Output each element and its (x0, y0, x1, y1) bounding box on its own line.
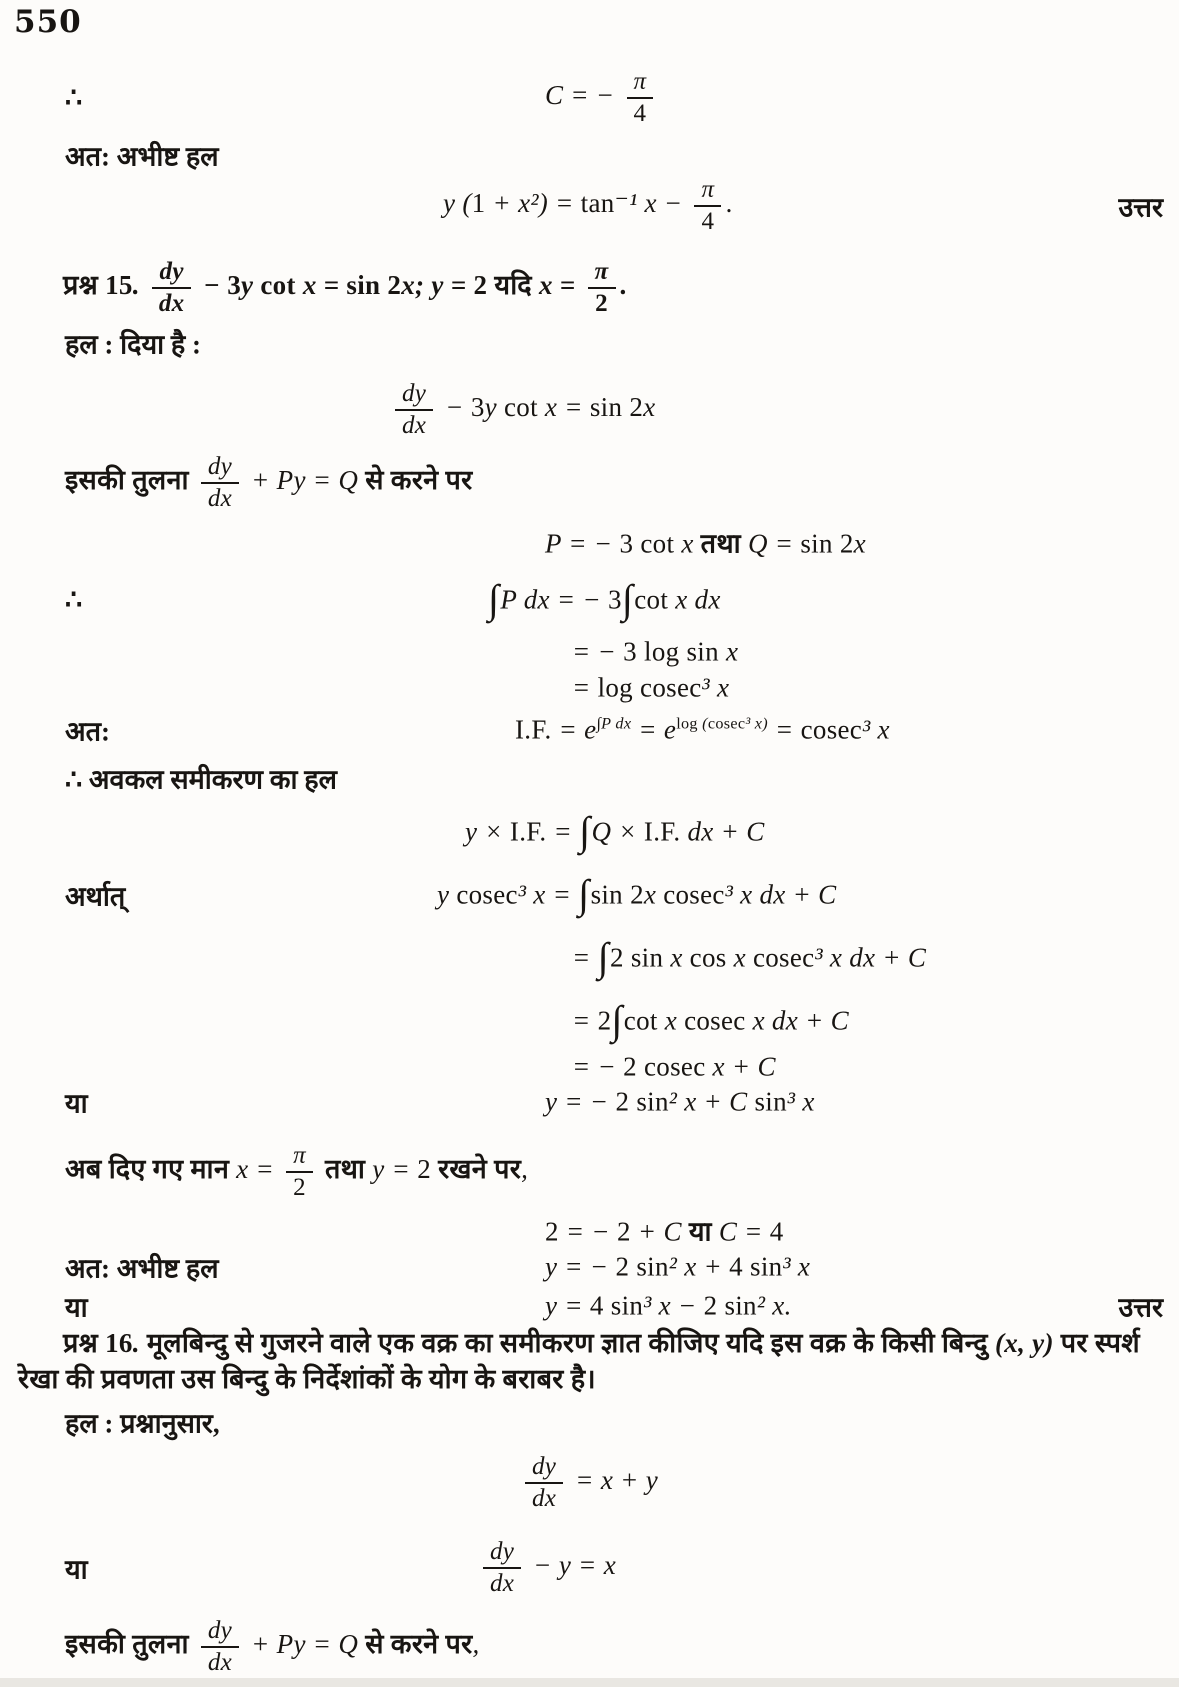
formula: = ∫2 sin x cos x cosec³ x dx + C (572, 934, 927, 980)
line-ans-15prev (0, 165, 1179, 247)
line-eq16-2 (0, 1528, 1179, 1608)
formula: y = − 2 sin² x + C sin³ x (545, 1086, 815, 1117)
integral-sign: ∫ (488, 576, 500, 622)
line-eq15-gen (0, 804, 1179, 860)
fraction: $\frac{\pi}{2}$ (588, 258, 616, 318)
line-compare15 (0, 443, 1179, 523)
fraction: $\frac{dy}{dx}$ (395, 380, 433, 440)
formula: 2 = − 2 + C या C = 4 (545, 1216, 784, 1247)
answer-label: उत्तर (1118, 192, 1163, 223)
integral-sign: ∫ (597, 934, 609, 980)
line-sol16 (0, 1402, 1179, 1442)
integral-sign: ∫ (611, 997, 623, 1043)
line-label: या (65, 1088, 88, 1119)
formula: = log cosec³ x (572, 672, 730, 703)
line-label: या (65, 1292, 88, 1323)
line-eq15-s3 (0, 993, 1179, 1049)
line-sol15-given (0, 323, 1179, 363)
answer-label: उत्तर (1118, 1292, 1163, 1323)
integral-sign: ∫ (621, 576, 634, 622)
line-label: हल : दिया है : (65, 329, 201, 360)
line-eq15-s2 (0, 930, 1179, 986)
formula: y cosec³ x = ∫sin 2x cosec³ x dx + C (437, 871, 837, 917)
line-label: ∴ (65, 584, 83, 615)
line-eq15-int3 (0, 668, 1179, 708)
fraction: $\frac{\pi}{2}$ (286, 1142, 313, 1202)
formula: y = − 2 sin² x + 4 sin³ x (545, 1251, 811, 1282)
formula: $\frac{dy}{dx}$ − 3y cot x = sin 2x (390, 380, 655, 440)
formula: I.F. = $e^{\int P dx} = e^{log (cosec^3 x)} = cosec^3$ x (515, 714, 890, 745)
formula: P = − 3 cot x तथा Q = sin 2x (545, 528, 866, 559)
formula: y (1 + x²) = tan⁻¹ x − $\frac{\pi}{4}$ . (443, 176, 734, 235)
line-label: अत: (65, 716, 111, 747)
line-label: ∴ (65, 82, 83, 113)
line-q16 (0, 1326, 1179, 1406)
fraction: $\frac{\pi}{4}$ (694, 176, 721, 236)
formula: y × I.F. = ∫Q × I.F. dx + C (465, 808, 765, 854)
line-label: अर्थात् (65, 881, 126, 912)
formula: = − 2 cosec x + C (572, 1051, 776, 1082)
formula: $\frac{dy}{dx}$ = x + y (520, 1453, 658, 1513)
formula: $\frac{dy}{dx}$ − y = x (478, 1538, 616, 1598)
line-final15a (0, 1247, 1179, 1287)
page-number: 550 (14, 4, 82, 40)
integral-sign: ∫ (579, 808, 591, 854)
line-therefore-1 (0, 63, 1179, 133)
line-label: अत: अभीष्ट हल (65, 1253, 219, 1284)
line-q15 (0, 248, 1179, 328)
line-eq15-pq (0, 522, 1179, 562)
formula: = 2∫cot x cosec x dx + C (572, 997, 849, 1043)
line-final15b (0, 1286, 1179, 1326)
line-eq15-s4 (0, 1049, 1179, 1085)
formula: ∫P dx = − 3∫cot x dx (488, 576, 721, 622)
fraction: $\frac{dy}{dx}$ (525, 1453, 563, 1513)
line-given15 (0, 1132, 1179, 1212)
line-label: ∴ अवकल समीकरण का हल (65, 764, 337, 795)
line-eq15-s5 (0, 1082, 1179, 1122)
integral-sign: ∫ (578, 871, 590, 917)
line-if15 (0, 704, 1179, 756)
fraction: $\frac{dy}{dx}$ (483, 1538, 521, 1598)
line-sol15-de (0, 758, 1179, 798)
formula: C = − $\frac{\pi}{4}$ (545, 68, 658, 128)
formula: इसकी तुलना $\frac{dy}{dx}$ + Py = Q से करने पर (65, 453, 473, 512)
fraction: $\frac{\pi}{4}$ (627, 68, 654, 128)
line-label: अत: अभीष्ट हल (65, 141, 219, 172)
fraction: $\frac{dy}{dx}$ (201, 453, 239, 513)
formula: प्रश्न 15. $\frac{dy}{dx}$ − 3y cot x = sin 2x; y = 2 यदि x = $\frac{\pi}{2}$ . (63, 258, 628, 317)
line-label: या (65, 1554, 88, 1585)
formula: इसकी तुलना $\frac{dy}{dx}$ + Py = Q से करने पर, (65, 1617, 480, 1676)
line-eq15-sub (0, 867, 1179, 923)
formula: प्रश्न 16. मूलबिन्दु से गुजरने वाले एक वक्र का समीकरण ज्ञात कीजिए यदि इस वक्र के किसी बिन्दु (x, y) पर स्पर्श रेखा की प्रवणता उस बिन्दु के निर्देशांकों के योग के बराबर है। (18, 1328, 1140, 1394)
line-eq15-1 (0, 370, 1179, 450)
line-eq15-int (0, 572, 1179, 628)
fraction: $\frac{dy}{dx}$ (201, 1617, 239, 1677)
formula: अब दिए गए मान x = $\frac{\pi}{2}$ तथा y = 2 रखने पर, (65, 1142, 529, 1201)
line-eq15-c (0, 1210, 1179, 1250)
line-compare16 (0, 1607, 1179, 1687)
line-eq16-1 (0, 1443, 1179, 1523)
line-eq15-int2 (0, 634, 1179, 670)
fraction: $\frac{dy}{dx}$ (152, 258, 192, 318)
formula: = − 3 log sin x (572, 636, 739, 667)
formula: y = 4 sin³ x − 2 sin² x. (545, 1290, 792, 1321)
line-label: हल : प्रश्नानुसार, (65, 1408, 220, 1439)
